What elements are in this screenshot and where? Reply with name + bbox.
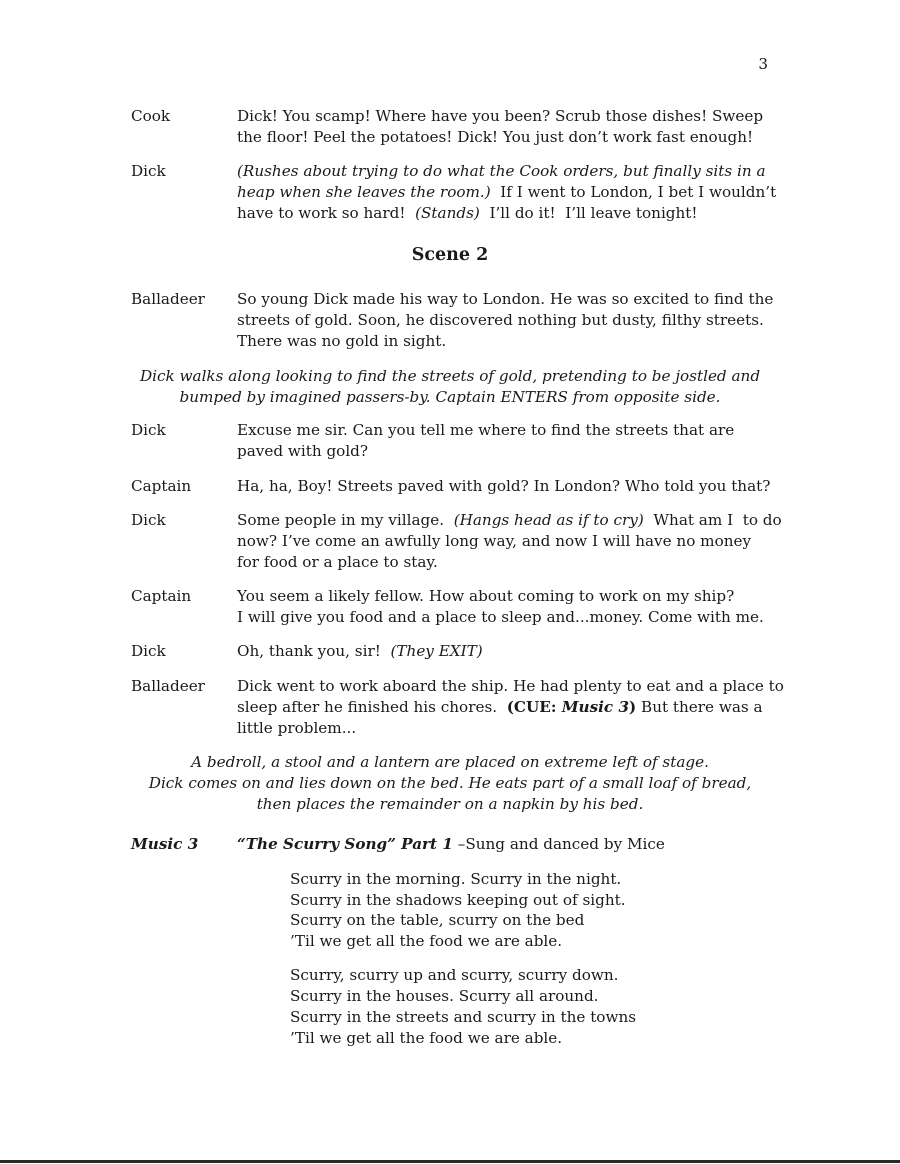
dialogue-line — [237, 203, 698, 224]
speaker-name: Dick — [131, 511, 166, 529]
stage-direction-inline: (Hangs head as if to cry) — [453, 511, 644, 529]
stage-direction-line: then places the remainder on a napkin by his bed. — [256, 795, 644, 813]
speaker-name: Dick — [131, 421, 166, 439]
dialogue-line: now? I’ve come an awfully long way, and now I will have no money — [237, 532, 752, 550]
speaker-name: Cook — [131, 107, 171, 125]
page-number: 3 — [758, 55, 768, 73]
dialogue-line: So young Dick made his way to London. He was so excited to find the — [237, 290, 774, 308]
lyric-line: Scurry, scurry up and scurry, scurry down. — [290, 966, 619, 984]
dialogue-line: Excuse me sir. Can you tell me where to find the streets that are — [237, 421, 735, 439]
stage-direction-line: Dick walks along looking to find the streets of gold, pretending to be jostled and — [139, 367, 761, 385]
stage-direction-inline: (Rushes about trying to do what the Cook orders, but finally sits in a — [237, 162, 766, 180]
speaker-name: Balladeer — [131, 290, 205, 308]
dialogue-line: for food or a place to stay. — [237, 553, 438, 571]
speaker-name: Dick — [131, 162, 166, 180]
lyric-line: ’Til we get all the food we are able. — [290, 932, 563, 950]
stage-direction-inline: heap when she leaves the room.) — [237, 183, 491, 201]
lyric-line: Scurry in the houses. Scurry all around. — [290, 987, 599, 1005]
lyric-line: Scurry on the table, scurry on the bed — [290, 911, 585, 929]
dialogue-line — [237, 510, 782, 531]
dialogue-text: What am I to do — [643, 511, 782, 529]
speaker-name: Captain — [131, 477, 192, 495]
page-bottom-border — [0, 1160, 900, 1163]
dialogue-line: I will give you food and a place to sleep and...money. Come with me. — [237, 608, 764, 626]
dialogue-text: I’ll do it! I’ll leave tonight! — [479, 204, 698, 222]
speaker-name: Captain — [131, 587, 192, 605]
lyric-line: Scurry in the streets and scurry in the towns — [290, 1008, 637, 1026]
song-title-line — [237, 834, 665, 855]
speaker-name: Balladeer — [131, 677, 205, 695]
dialogue-line: the floor! Peel the potatoes! Dick! You just don’t work fast enough! — [237, 128, 754, 146]
dialogue-line — [237, 641, 483, 662]
scene-heading: Scene 2 — [411, 245, 489, 265]
dialogue-line: Ha, ha, Boy! Streets paved with gold? In London? Who told you that? — [237, 477, 771, 495]
stage-direction-inline: (They EXIT) — [390, 642, 483, 660]
dialogue-line: streets of gold. Soon, he discovered nothing but dusty, filthy streets. — [237, 311, 764, 329]
music-cue-inline: (CUE: Music 3) — [506, 698, 637, 716]
dialogue-line — [237, 697, 763, 718]
lyric-line: Scurry in the shadows keeping out of sight. — [290, 891, 626, 909]
stage-direction-line: A bedroll, a stool and a lantern are placed on extreme left of stage. — [191, 753, 709, 771]
dialogue-line: paved with gold? — [237, 442, 369, 460]
dialogue-text: have to work so hard! — [237, 204, 416, 222]
stage-direction-line: Dick comes on and lies down on the bed. He eats part of a small loaf of bread, — [148, 774, 752, 792]
lyric-line: ’Til we get all the food we are able. — [290, 1029, 563, 1047]
song-title: “The Scurry Song” Part 1 — [237, 835, 453, 853]
dialogue-line: You seem a likely fellow. How about coming to work on my ship? — [237, 587, 735, 605]
dialogue-line — [237, 182, 776, 203]
music-cue-label: Music 3 — [131, 835, 199, 853]
dialogue-line: little problem... — [237, 719, 357, 737]
speaker-name: Dick — [131, 642, 166, 660]
dialogue-line: Dick went to work aboard the ship. He had plenty to eat and a place to — [237, 677, 784, 695]
stage-direction-line: bumped by imagined passers-by. Captain ENTERS from opposite side. — [179, 388, 721, 406]
lyric-line: Scurry in the morning. Scurry in the night. — [290, 870, 622, 888]
stage-direction-inline: (Stands) — [415, 204, 480, 222]
dialogue-text: sleep after he finished his chores. — [237, 698, 507, 716]
dialogue-text: But there was a — [636, 698, 763, 716]
dialogue-line: Dick! You scamp! Where have you been? Scrub those dishes! Sweep — [237, 107, 764, 125]
dialogue-text: If I went to London, I bet I wouldn’t — [490, 183, 777, 201]
song-description: –Sung and danced by Mice — [452, 835, 665, 853]
dialogue-text: Oh, thank you, sir! — [237, 642, 391, 660]
dialogue-line: There was no gold in sight. — [237, 332, 447, 350]
dialogue-text: Some people in my village. — [237, 511, 454, 529]
